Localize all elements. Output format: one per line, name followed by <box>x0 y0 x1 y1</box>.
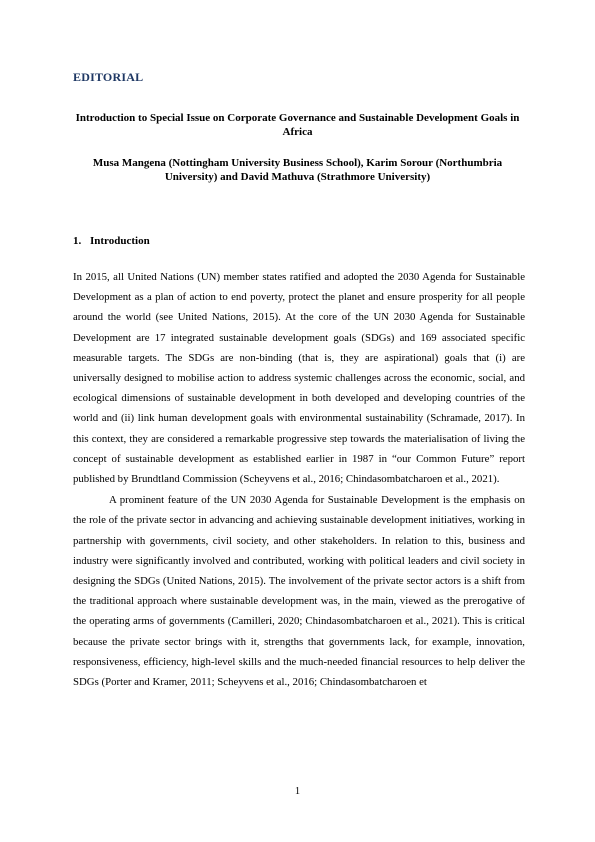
page-number: 1 <box>294 786 301 797</box>
article-title: Introduction to Special Issue on Corporate Governance and Sustainable Development Goals in Africa <box>75 112 520 138</box>
paragraph: In 2015, all United Nations (UN) member states ratified and adopted the 2030 Agenda for Sustainable Development as a plan of action to end poverty, protect the planet and ensure prosperity for all people around the world (see United Nations, 2015). At the core of the UN 2030 Agenda for Sustainable Development are 17 integrated sustainable development goals (SDGs) and 169 associated specific measurable targets. The SDGs are non-binding (that is, they are aspirational) goals that (i) are universally designed to mobilise action to address systemic challenges across the economic, social, and ecological dimensions of sustainable development in both developed and developing countries of the world and (ii) link human development goals with environmental sustainability (Schramade, 2017). In this context, they are considered a remarkable progressive step towards the materialisation of living the concept of sustainable development as established earlier in 1987 in “our Common Future” report published by Brundtland Commission (Scheyvens et al., 2016; Chindasombatcharoen et al., 2021). <box>73 271 525 486</box>
author-list: Musa Mangena (Nottingham University Business School), Karim Sorour (Northumbria University) and David Mathuva (Strathmore University) <box>92 157 503 183</box>
paragraph: A prominent feature of the UN 2030 Agenda for Sustainable Development is the emphasis on the role of the private sector in advancing and achieving sustainable development initiatives, working in partnership with governments, civil society, and other stakeholders. In relation to this, business and industry were significantly involved and contributed, working with political leaders and civil society in designing the SDGs (United Nations, 2015). The involvement of the private sector actors is a shift from the traditional approach where sustainable development was, in the main, viewed as the prerogative of the operating arms of governments (Camilleri, 2020; Chindasombatcharoen et al., 2021). This is critical because the private sector brings with it, strengths that governments lack, for example, innovation, responsiveness, efficiency, high-level skills and the much-needed financial resources to help deliver the SDGs (Porter and Kramer, 2011; Scheyvens et al., 2016; Chindasombatcharoen et <box>73 494 525 689</box>
section-number: 1. <box>73 235 82 247</box>
section-title: Introduction <box>90 235 150 247</box>
body-text <box>73 267 525 692</box>
section-heading <box>73 234 150 248</box>
article-type-label: EDITORIAL <box>73 70 144 84</box>
